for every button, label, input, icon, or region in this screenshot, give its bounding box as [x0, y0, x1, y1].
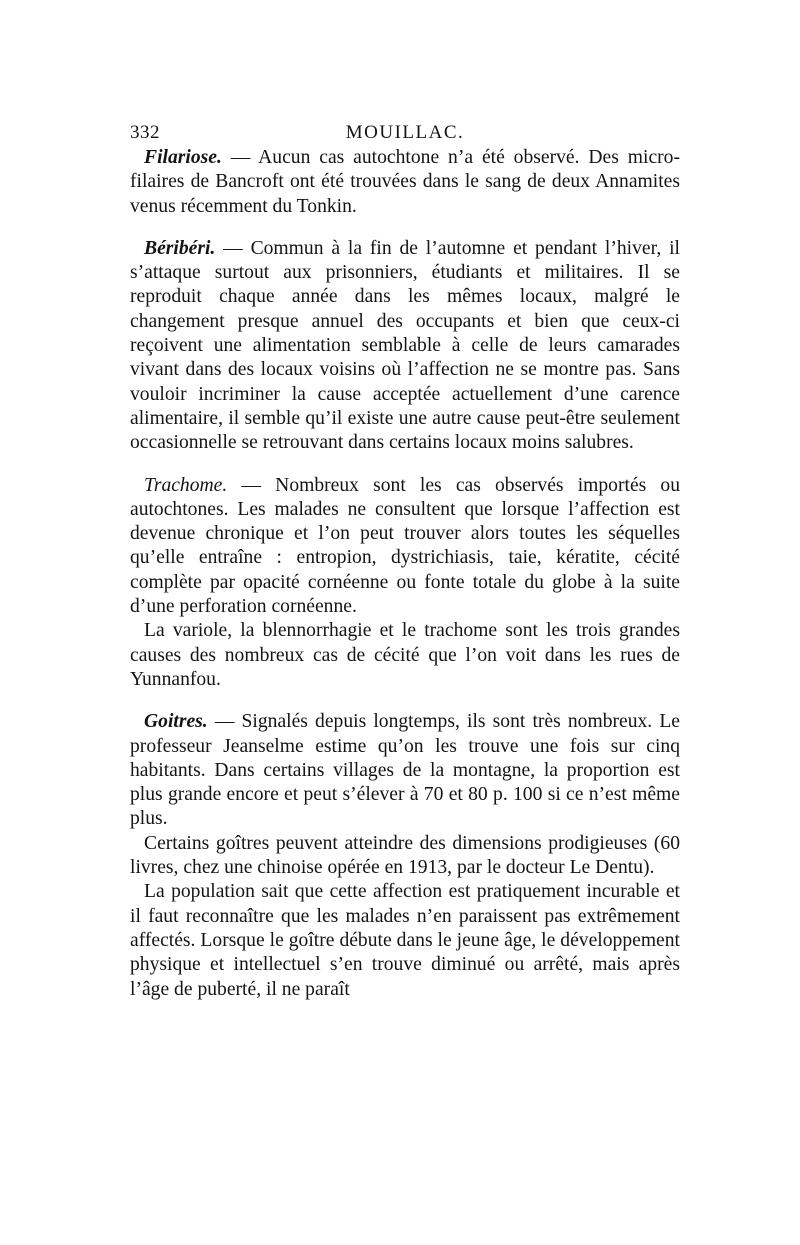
- section-heading-trachome: Trachome.: [144, 474, 228, 496]
- page-header: [130, 112, 680, 146]
- section-heading-goitres: Goitres.: [144, 711, 208, 733]
- paragraph-text: — Signalés depuis longtemps, ils sont très nombreux. Le professeur Jeanselme estime qu’on les trouve une fois sur cinq habitants. Dans certains villages de la montagne, la proportion est plus grande encore et peut s’élever à 70 et 80 p. 100 si ce n’est même plus.: [130, 711, 680, 830]
- paragraph-trachome: [130, 474, 680, 620]
- page-number: 332: [130, 122, 160, 143]
- running-head: MOUILLAC.: [345, 122, 465, 143]
- paragraph-goitres: [130, 710, 680, 831]
- paragraph-filariose: [130, 146, 680, 219]
- paragraph-goitres-2: Certains goîtres peuvent atteindre des dimensions prodigieuses (60 livres, chez une chinoise opérée en 1913, par le docteur Le Dentu).: [130, 832, 680, 879]
- paragraph-text: — Aucun cas autochtone n’a été observé. Des micro-filaires de Bancroft ont été trouvées dans le sang de deux Annamites venus récemment du Tonkin.: [130, 147, 680, 217]
- paragraph-trachome-2: La variole, la blennorrhagie et le trachome sont les trois grandes causes des nombreux cas de cécité que l’on voit dans les rues de Yunnanfou.: [130, 620, 680, 690]
- section-heading-beriberi: Béribéri.: [144, 237, 216, 259]
- section-heading-filariose: Filariose.: [144, 147, 222, 168]
- paragraph-text: — Commun à la fin de l’automne et pendant l’hiver, il s’attaque surtout aux prisonniers, étudiants et militaires. Il se reproduit chaque année dans les mêmes locaux, malgré le changement presque annuel des occupants et bien que ceux-ci reçoivent une alimentation semblable à celle de leurs camarades vivant dans des locaux voisins où l’affection ne se montre pas. Sans vouloir incriminer la cause acceptée actuellement d’une carence alimentaire, il semble qu’il existe une autre cause peut-être seulement occasionnelle se retrouvant dans certains locaux moins salubres.: [130, 237, 680, 454]
- paragraph-goitres-3: La population sait que cette affection est pratiquement incurable et il faut reconnaître que les malades n’en paraissent pas extrêmement affectés. Lorsque le goître débute dans le jeune âge, le développement physique et intellectuel s’en trouve diminué ou arrêté, mais après l’âge de puberté, il ne paraît: [130, 881, 680, 1000]
- paragraph-beriberi: [130, 237, 680, 456]
- book-page: [130, 112, 680, 1002]
- paragraph-text: — Nombreux sont les cas observés importés ou autochtones. Les malades ne consultent que lorsque l’affection est devenue chronique et l’on peut trouver alors toutes les séquelles qu’elle entraîne : entropion, dystrichiasis, taie, kératite, cécité complète par opacité cornéenne ou fonte totale du globe à la suite d’une perforation cornéenne.: [130, 474, 680, 618]
